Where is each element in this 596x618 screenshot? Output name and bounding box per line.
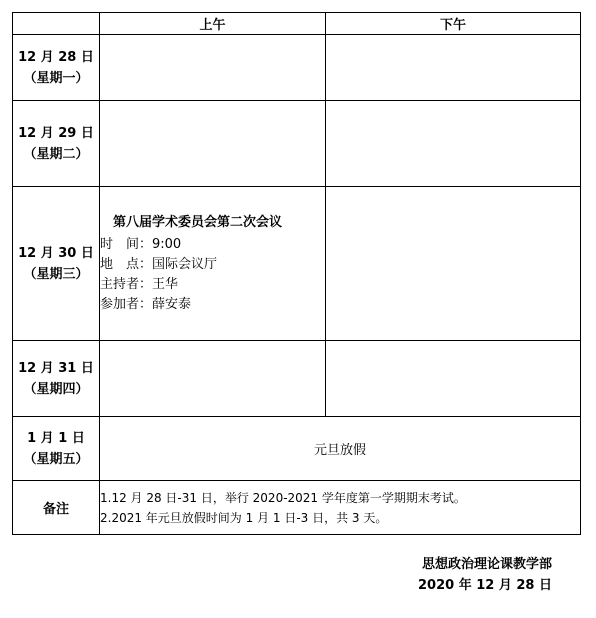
signature-date: 2020 年 12 月 28 日 [418,578,552,593]
meeting-title: 第八届学术委员会第二次会议 [113,214,283,230]
morning-cell [100,101,326,187]
day-cell [13,35,100,101]
note-line: 2.2021 年元旦放假时间为 1 月 1 日-3 日，共 3 天。 [100,510,388,525]
schedule-table [12,12,581,535]
note-line: 1.12 月 28 日-31 日，举行 2020-2021 学年度第一学期期末考试。 [100,490,466,505]
day-cell [13,187,100,341]
header-row [13,13,581,35]
morning-header: 上午 [100,13,326,35]
notes-label: 备注 [13,481,100,535]
day-weekday: （星期二） [23,146,89,162]
day-weekday: （星期三） [23,266,89,282]
day-date: 12 月 28 日 [18,49,94,65]
corner-cell [13,13,100,35]
holiday-cell: 元旦放假 [100,417,581,481]
meeting-host: 主持者：王华 [100,276,179,292]
afternoon-cell [326,187,581,341]
day-weekday: （星期一） [23,70,89,86]
notes-cell [100,481,581,535]
morning-cell [100,35,326,101]
day-cell [13,341,100,417]
afternoon-cell [326,341,581,417]
meeting-cell [100,187,326,341]
afternoon-cell [326,101,581,187]
day-weekday: （星期四） [23,381,89,397]
day-date: 12 月 29 日 [18,125,94,141]
notes-row [13,481,581,535]
morning-cell [100,341,326,417]
meeting-attendees: 参加者：薛安泰 [100,296,192,312]
day-row [13,417,581,481]
signature-department: 思想政治理论课教学部 [421,557,552,572]
afternoon-cell [326,35,581,101]
day-date: 12 月 31 日 [18,360,94,376]
signature-block [418,554,552,596]
day-date: 1 月 1 日 [27,430,85,446]
day-row [13,341,581,417]
day-row [13,35,581,101]
day-row [13,187,581,341]
day-cell [13,101,100,187]
day-cell [13,417,100,481]
afternoon-header: 下午 [326,13,581,35]
meeting-location: 地 点：国际会议厅 [100,256,218,272]
day-date: 12 月 30 日 [18,245,94,261]
meeting-time: 时 间：9:00 [100,236,182,252]
day-row [13,101,581,187]
day-weekday: （星期五） [23,451,89,467]
